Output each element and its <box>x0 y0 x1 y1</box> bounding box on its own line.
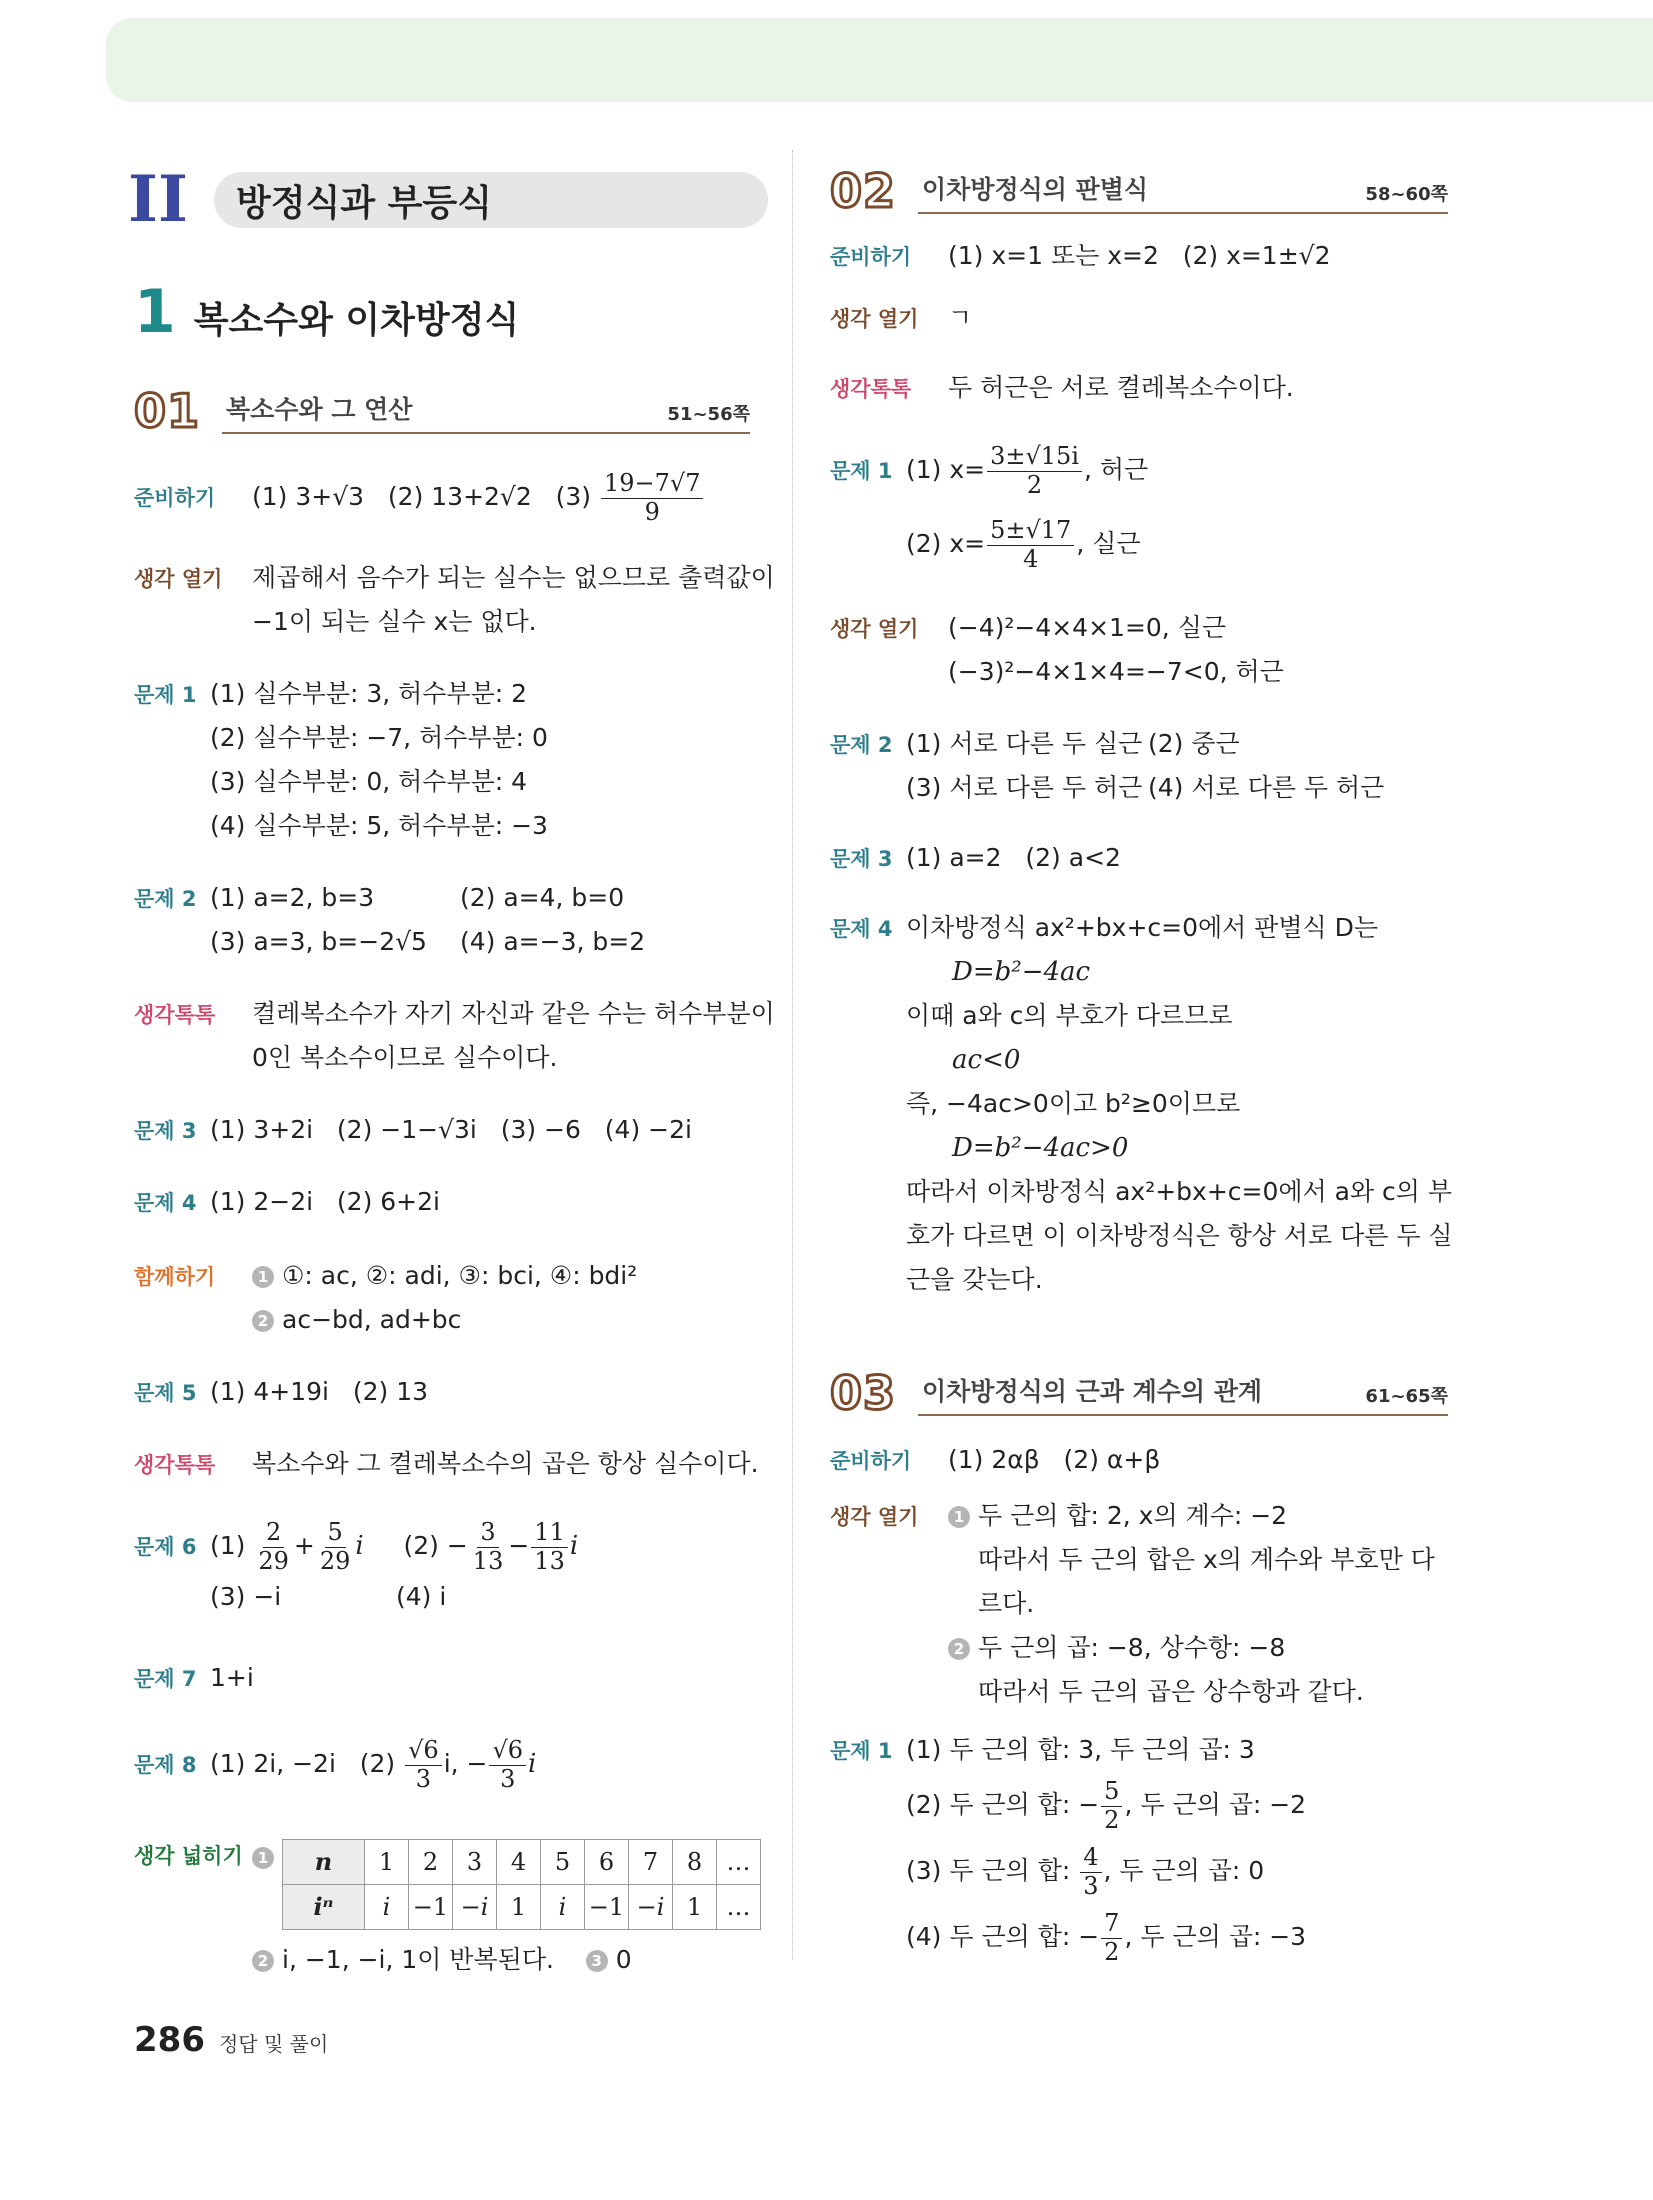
together-line-1: ①: ac, ②: adi, ③: bci, ④: bdi² <box>282 1261 638 1290</box>
problem-1-03-b-fraction: $\frac{5}{2}$ <box>1101 1778 1122 1834</box>
problem-6-b-minus: − <box>508 1531 530 1560</box>
label-problem-2: 문제 2 <box>134 887 197 911</box>
problem-1-03-b-suffix: , 두 근의 곱: −2 <box>1124 1790 1307 1819</box>
left-problem-7-row <box>134 1656 254 1701</box>
label-problem-8: 문제 8 <box>134 1753 197 1777</box>
problem-8-b-middle: i, − <box>443 1749 488 1778</box>
label-pop-1: 생각톡톡 <box>134 1003 216 1027</box>
label-open-02: 생각 열기 <box>830 307 919 331</box>
problem-1-03-c-fraction: $\frac{4}{3}$ <box>1080 1844 1101 1900</box>
column-divider <box>792 150 793 1960</box>
section-01-heading <box>134 384 750 438</box>
section-01-number: 01 <box>134 384 201 438</box>
label-problem-4: 문제 4 <box>134 1191 197 1215</box>
pop-2-line: 복소수와 그 켤레복소수의 곱은 항상 실수이다. <box>252 1449 759 1478</box>
open-03-line-1: 두 근의 합: 2, x의 계수: −2 <box>978 1501 1288 1530</box>
right-problem-1-row <box>830 440 1148 574</box>
problem-2-b: (2) a=4, b=0 <box>460 883 625 912</box>
left-problem-3-row <box>134 1108 692 1153</box>
expand-circle-2-icon: 2 <box>252 1950 274 1972</box>
label-expand: 생각 넓히기 <box>134 1844 243 1868</box>
problem-8-b-prefix: (2) <box>359 1749 396 1778</box>
prep-03-b: (2) α+β <box>1063 1445 1161 1474</box>
left-open-row <box>134 556 775 644</box>
open-02-answer: ㄱ <box>948 303 973 332</box>
open-03-line-1b: 따라서 두 근의 합은 x의 계수와 부호만 다 <box>978 1545 1435 1574</box>
left-problem-8-row <box>134 1736 536 1793</box>
problem-1-02-a-suffix: , 허근 <box>1084 455 1149 484</box>
section-03-number: 03 <box>830 1366 897 1420</box>
problem-1-line-2: (2) 실수부분: −7, 허수부분: 0 <box>210 723 548 752</box>
pop-1-line-1: 켤레복소수가 자기 자신과 같은 수는 허수부분이 <box>252 999 775 1028</box>
label-pop-2: 생각톡톡 <box>134 1453 216 1477</box>
right-problem-2-row <box>830 722 1384 810</box>
label-problem-7: 문제 7 <box>134 1667 197 1691</box>
unit-number: 1 <box>134 277 176 347</box>
label-problem-6: 문제 6 <box>134 1535 197 1559</box>
problem-4-02-line-2: D=b²−4ac <box>952 957 1091 987</box>
problem-1-03-c-prefix: (3) 두 근의 합: <box>906 1856 1079 1885</box>
problem-8-b-fraction-1: $\frac{√6}{3}$ <box>405 1737 442 1793</box>
circle-2-icon: 2 <box>252 1310 274 1332</box>
unit-title: 복소수와 이차방정식 <box>193 300 520 341</box>
problem-1-03-d-suffix: , 두 근의 곱: −3 <box>1124 1922 1307 1951</box>
chapter-number: II <box>128 162 188 237</box>
problem-1-03-b-prefix: (2) 두 근의 합: − <box>906 1790 1100 1819</box>
open-03-line-1c: 르다. <box>978 1589 1035 1618</box>
prep-answer-1: (1) 3+√3 <box>252 482 365 512</box>
problem-2-a: (1) a=2, b=3 <box>210 883 375 912</box>
label-problem-1-02: 문제 1 <box>830 459 893 483</box>
right-pop-02-row <box>830 366 1294 411</box>
label-problem-1: 문제 1 <box>134 683 197 707</box>
open-line-2: −1이 되는 실수 x는 없다. <box>252 607 537 636</box>
left-pop-2-row <box>134 1442 759 1487</box>
problem-2-02-d: (4) 서로 다른 두 허근 <box>1148 773 1385 802</box>
problem-3-b: (2) −1−√3i <box>336 1115 477 1144</box>
label-together: 함께하기 <box>134 1265 216 1289</box>
section-03-title: 이차방정식의 근과 계수의 관계 <box>922 1377 1263 1406</box>
right-open-02b-row <box>830 606 1284 694</box>
label-open: 생각 열기 <box>134 567 223 591</box>
open-03-circle-2-icon: 2 <box>948 1638 970 1660</box>
open-03-circle-1-icon: 1 <box>948 1506 970 1528</box>
problem-1-03-a: (1) 두 근의 합: 3, 두 근의 곱: 3 <box>906 1735 1255 1764</box>
problem-6-b-fraction-2: $\frac{11}{13}$ <box>531 1519 568 1575</box>
unit-heading <box>134 277 520 347</box>
problem-3-a: (1) 3+2i <box>210 1115 314 1144</box>
label-problem-3-02: 문제 3 <box>830 847 893 871</box>
label-prep: 준비하기 <box>134 486 216 511</box>
problem-4-02-line-6: D=b²−4ac>0 <box>952 1133 1129 1163</box>
page-footer <box>134 2020 328 2060</box>
prep-02-b: (2) x=1±√2 <box>1182 241 1331 270</box>
left-problem-2-row <box>134 876 645 964</box>
section-02-title: 이차방정식의 판별식 <box>922 175 1149 204</box>
problem-6-a-fraction-1: $\frac{2}{29}$ <box>258 1517 289 1575</box>
right-open-02-row <box>830 296 972 341</box>
problem-4-a: (1) 2−2i <box>210 1187 314 1216</box>
open-line-1: 제곱해서 음수가 되는 실수는 없으므로 출력값이 <box>252 563 775 592</box>
left-problem-1-row <box>134 672 548 848</box>
problem-1-02-b-suffix: , 실근 <box>1076 529 1141 558</box>
problem-1-02-b-fraction: $\frac{5\pm√17}{4}$ <box>987 517 1074 573</box>
label-prep-02: 준비하기 <box>830 245 912 269</box>
section-01-pages: 51~56쪽 <box>667 404 750 425</box>
problem-1-line-4: (4) 실수부분: 5, 허수부분: −3 <box>210 811 548 840</box>
left-prep-row <box>134 470 705 526</box>
problem-8-b-end: i <box>528 1749 537 1779</box>
label-problem-3: 문제 3 <box>134 1119 197 1143</box>
right-prep-03-row <box>830 1438 1160 1483</box>
problem-2-c: (3) a=3, b=−2√5 <box>210 927 427 956</box>
problem-8-b-fraction-2: $\frac{√6}{3}$ <box>489 1737 526 1793</box>
problem-4-02-line-8: 호가 다르면 이 이차방정식은 항상 서로 다른 두 실 <box>906 1221 1453 1250</box>
label-problem-5: 문제 5 <box>134 1381 197 1405</box>
left-problem-6-row <box>134 1518 578 1619</box>
problem-4-02-line-5: 즉, −4ac>0이고 b²≥0이므로 <box>906 1089 1241 1118</box>
left-pop-1-row <box>134 992 775 1080</box>
section-01-title: 복소수와 그 연산 <box>226 395 413 424</box>
problem-3-02-a: (1) a=2 <box>906 843 1002 872</box>
prep-answer-3-prefix: (3) <box>555 482 592 512</box>
problem-8-a: (1) 2i, −2i <box>210 1749 336 1778</box>
left-problem-5-row <box>134 1370 428 1415</box>
problem-3-02-b: (2) a<2 <box>1025 843 1121 872</box>
problem-2-d: (4) a=−3, b=2 <box>460 927 646 956</box>
problem-2-02-b: (2) 중근 <box>1148 729 1240 758</box>
label-pop-02: 생각톡톡 <box>830 377 912 401</box>
problem-1-03-d-prefix: (4) 두 근의 합: − <box>906 1922 1100 1951</box>
problem-6-a-prefix: (1) <box>210 1531 246 1560</box>
problem-6-a-plus: + <box>293 1531 315 1560</box>
label-prep-03: 준비하기 <box>830 1449 912 1473</box>
problem-1-02-a-fraction: $\frac{3\pm√15i}{2}$ <box>987 443 1082 499</box>
label-open-03: 생각 열기 <box>830 1505 919 1529</box>
problem-1-02-a-prefix: (1) x= <box>906 455 986 484</box>
section-02-number: 02 <box>830 164 897 218</box>
problem-1-line-1: (1) 실수부분: 3, 허수부분: 2 <box>210 679 528 708</box>
left-problem-4-row <box>134 1180 440 1225</box>
label-problem-4-02: 문제 4 <box>830 917 893 941</box>
left-expand-row <box>134 1834 761 1982</box>
expand-line-3: 0 <box>615 1945 632 1974</box>
open-03-line-2b: 따라서 두 근의 곱은 상수항과 같다. <box>978 1677 1364 1706</box>
problem-7-answer: 1+i <box>210 1663 254 1692</box>
open-02b-line-1: (−4)²−4×4×1=0, 실근 <box>948 613 1226 642</box>
circle-1-icon: 1 <box>252 1266 274 1288</box>
page-number: 286 <box>134 2020 205 2060</box>
problem-3-c: (3) −6 <box>500 1115 581 1144</box>
problem-6-d: (4) i <box>396 1582 447 1612</box>
problem-1-03-c-suffix: , 두 근의 곱: 0 <box>1103 1856 1265 1885</box>
prep-02-a: (1) x=1 또는 x=2 <box>948 241 1159 270</box>
problem-1-line-3: (3) 실수부분: 0, 허수부분: 4 <box>210 767 528 796</box>
problem-6-c: (3) −i <box>210 1582 282 1612</box>
problem-6-b-fraction-1: $\frac{3}{13}$ <box>472 1517 504 1575</box>
problem-4-02-line-9: 근을 갖는다. <box>906 1265 1043 1294</box>
table-row: iⁿ i −1 −i 1 i −1 −i 1 … <box>283 1885 761 1930</box>
section-03-pages: 61~65쪽 <box>1365 1386 1448 1407</box>
problem-5-b: (2) 13 <box>352 1377 428 1406</box>
label-open-02b: 생각 열기 <box>830 617 919 641</box>
chapter-title: 방정식과 부등식 <box>214 172 768 228</box>
pop-02-line: 두 허근은 서로 켤레복소수이다. <box>948 373 1294 402</box>
left-together-row <box>134 1254 637 1342</box>
problem-2-02-c: (3) 서로 다른 두 허근 <box>906 773 1143 802</box>
right-prep-02-row <box>830 234 1331 279</box>
open-03-line-2: 두 근의 곱: −8, 상수항: −8 <box>978 1633 1286 1662</box>
right-problem-4-row <box>830 906 1453 1302</box>
expand-circle-1-icon: 1 <box>252 1847 274 1869</box>
chapter-heading <box>128 162 768 237</box>
problem-6-a-fraction-2: $\frac{5}{29}$ <box>319 1517 351 1575</box>
label-problem-2-02: 문제 2 <box>830 733 893 757</box>
prep-answer-2: (2) 13+2√2 <box>387 482 532 512</box>
problem-6-b-prefix: (2) − <box>403 1531 468 1560</box>
problem-3-d: (4) −2i <box>604 1115 692 1144</box>
header-banner <box>106 18 1653 102</box>
page-footer-label: 정답 및 풀이 <box>218 2032 329 2056</box>
label-problem-1-03: 문제 1 <box>830 1739 893 1763</box>
i-power-table <box>282 1839 761 1930</box>
problem-1-02-b-prefix: (2) x= <box>906 529 986 558</box>
right-problem-3-row <box>830 836 1121 881</box>
table-row: n 1 2 3 4 5 6 7 8 … <box>283 1840 761 1885</box>
section-02-heading <box>830 164 1448 218</box>
problem-6-a-i: i <box>355 1531 364 1561</box>
problem-1-03-d-fraction: $\frac{7}{2}$ <box>1101 1910 1122 1966</box>
pop-1-line-2: 0인 복소수이므로 실수이다. <box>252 1043 558 1072</box>
right-problem-1-03-row <box>830 1728 1306 1970</box>
problem-4-02-line-1: 이차방정식 ax²+bx+c=0에서 판별식 D는 <box>906 913 1379 942</box>
problem-4-02-line-3: 이때 a와 c의 부호가 다르므로 <box>906 1001 1233 1030</box>
problem-4-02-line-7: 따라서 이차방정식 ax²+bx+c=0에서 a와 c의 부 <box>906 1177 1453 1206</box>
section-03-heading <box>830 1366 1448 1420</box>
problem-2-02-a: (1) 서로 다른 두 실근 <box>906 729 1143 758</box>
problem-4-02-line-4: ac<0 <box>952 1045 1021 1075</box>
problem-4-b: (2) 6+2i <box>336 1187 440 1216</box>
prep-answer-3-fraction: $\frac{19-7√7}{9}$ <box>601 470 703 526</box>
section-02-pages: 58~60쪽 <box>1365 184 1448 205</box>
together-line-2: ac−bd, ad+bc <box>282 1305 462 1334</box>
expand-line-2: i, −1, −i, 1이 반복된다. <box>282 1945 554 1974</box>
problem-6-b-i: i <box>569 1531 579 1561</box>
right-open-03-row <box>830 1494 1435 1714</box>
open-02b-line-2: (−3)²−4×1×4=−7<0, 허근 <box>948 657 1284 686</box>
expand-circle-3-icon: 3 <box>586 1950 608 1972</box>
prep-03-a: (1) 2αβ <box>948 1445 1040 1474</box>
problem-5-a: (1) 4+19i <box>210 1377 329 1406</box>
